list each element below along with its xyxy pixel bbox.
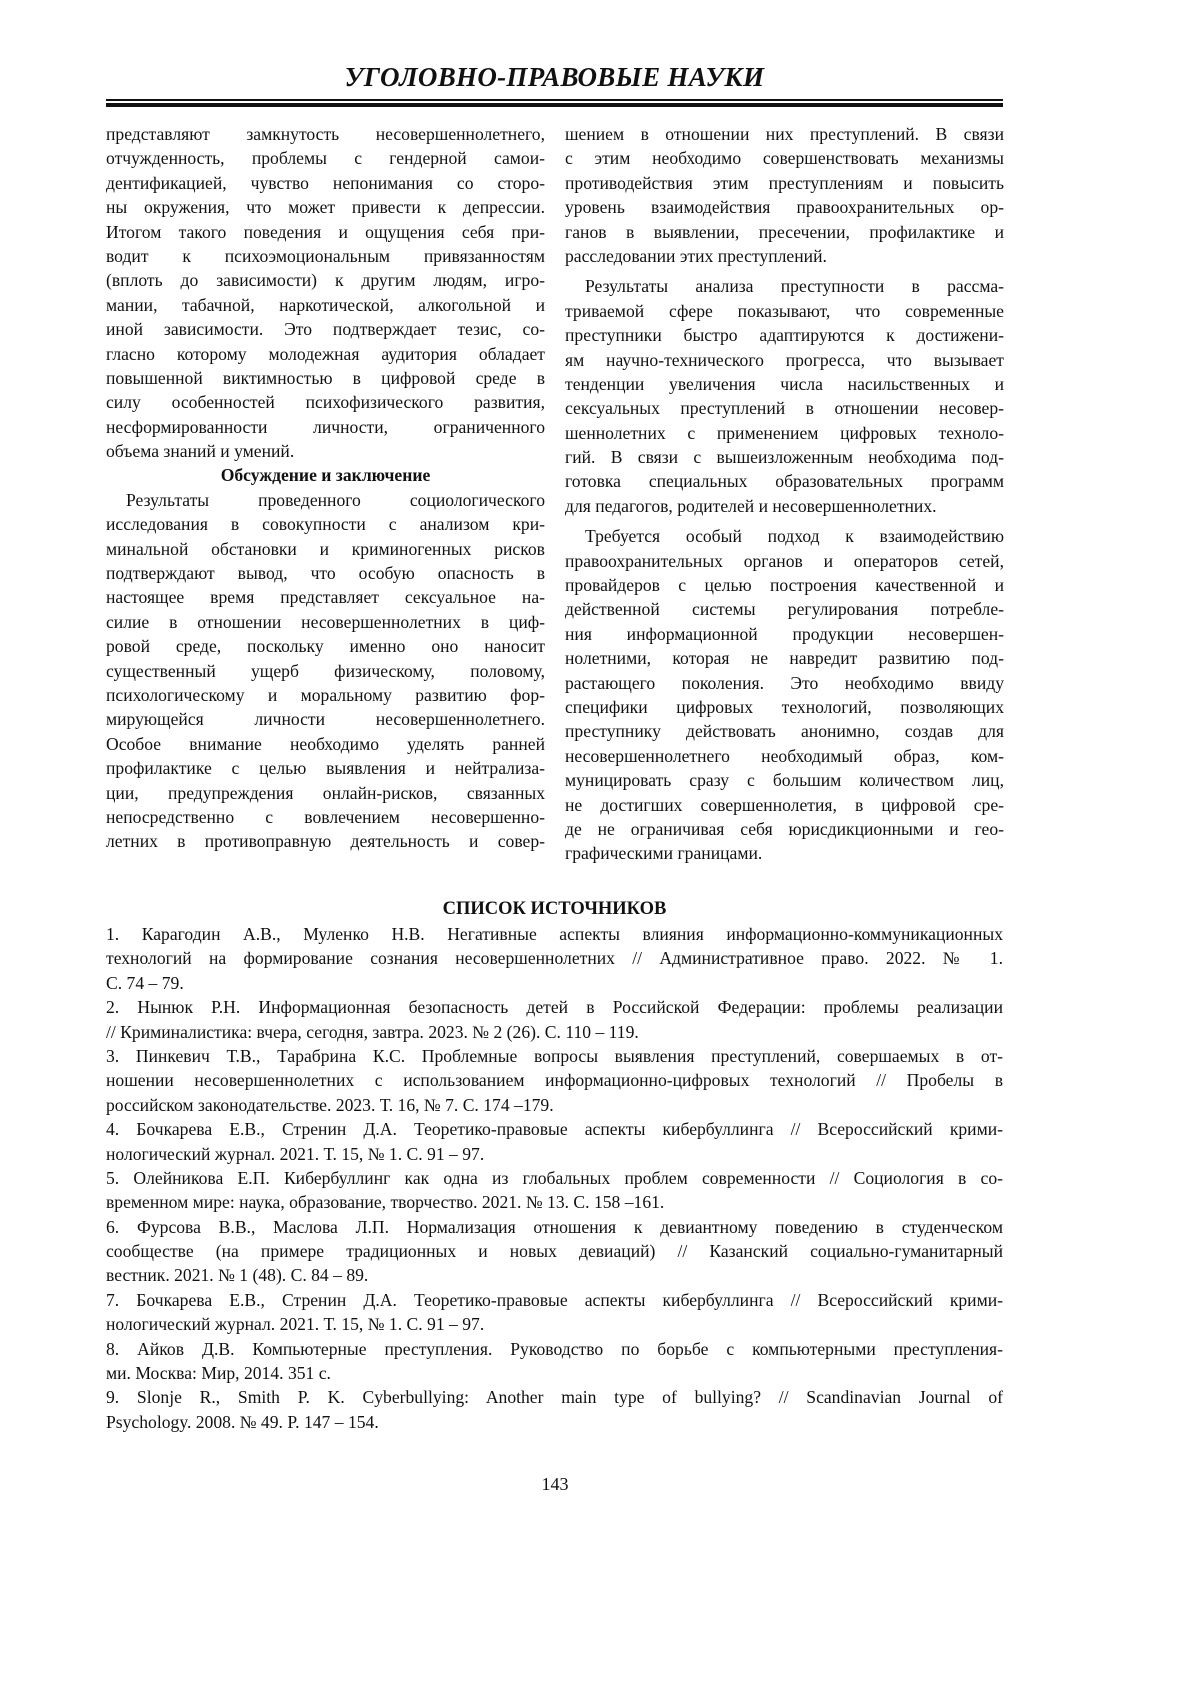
text-line: мании, табачной, наркотической, алкогольной и (106, 294, 545, 315)
text-line: провайдеров с целью построения качественной и (565, 575, 1004, 596)
text-line: ям научно-технического прогресса, что вызывает (565, 349, 1004, 370)
text-line: для педагогов, родителей и несовершеннолетних. (565, 495, 937, 516)
text-line: расследовании этих преступлений. (565, 245, 827, 266)
reference-item (106, 1215, 1003, 1288)
section-heading: Обсуждение и заключение (220, 465, 431, 486)
text-line: не достигших совершеннолетия, в цифровой сре- (565, 794, 1004, 815)
reference-line: 6. Фурсова В.В., Маслова Л.П. Нормализация отношения к девиантному поведению в студенческом (106, 1216, 1003, 1237)
text-line: ния информационной продукции несовершен- (565, 623, 1004, 644)
reference-line: ми. Москва: Мир, 2014. 351 с. (106, 1363, 331, 1384)
paragraph (106, 122, 545, 463)
page-number: 143 (541, 1474, 569, 1494)
reference-line: 2. Нынюк Р.Н. Информационная безопасность детей в Российской Федерации: проблемы реализации (106, 997, 1003, 1018)
reference-line: // Криминалистика: вчера, сегодня, завтра. 2023. № 2 (26). С. 110 – 119. (106, 1021, 639, 1042)
reference-item (106, 1044, 1003, 1117)
reference-line: 5. Олейникова Е.П. Кибербуллинг как одна из глобальных проблем современности // Социология в со- (106, 1167, 1003, 1188)
text-line: исследования в совокупности с анализом кри- (106, 514, 545, 535)
text-line: муницировать сразу с большим количеством лиц, (565, 770, 1004, 791)
text-line: настоящее время представляет сексуальное на- (106, 587, 545, 608)
reference-line: 3. Пинкевич Т.В., Тарабрина К.С. Проблемные вопросы выявления преступлений, совершаемых в от- (106, 1045, 1003, 1066)
text-line: преступники быстро адаптируются к достижени- (565, 325, 1004, 346)
text-line: действенной системы регулирования потребле- (565, 599, 1004, 620)
text-line: тенденции увеличения числа насильственных и (565, 373, 1004, 394)
section-title: УГОЛОВНО-ПРАВОВЫЕ НАУКИ (344, 62, 765, 92)
paragraph (565, 274, 1004, 518)
text-line: уровень взаимодействия правоохранительных ор- (565, 197, 1004, 218)
reference-item (106, 922, 1003, 995)
text-line: Результаты анализа преступности в рассма- (585, 276, 1004, 297)
header-rule-thin (106, 99, 1003, 101)
reference-line: ношении несовершеннолетних с использованием информационно-цифровых технологий // Пробелы в (106, 1070, 1003, 1091)
references-section (106, 897, 1003, 1434)
text-line: повышенной виктимностью в цифровой среде в (106, 367, 545, 388)
text-line: профилактике с целью выявления и нейтрализа- (106, 758, 545, 779)
reference-line: вестник. 2021. № 1 (48). С. 84 – 89. (106, 1265, 369, 1286)
text-line: летних в противоправную деятельность и совер- (106, 831, 545, 852)
text-line: представляют замкнутость несовершеннолетнего, (106, 124, 545, 144)
text-line: существенный ущерб физическому, половому, (106, 660, 545, 681)
reference-line: 9. Slonje R., Smith P. K. Cyberbullying: Another main type of bullying? // Scandinavian Journal of (106, 1387, 1003, 1408)
text-line: несовершеннолетнего необходимый образ, ком- (565, 745, 1004, 766)
text-line: отчужденность, проблемы с гендерной самои- (106, 148, 545, 169)
reference-item (106, 995, 1003, 1044)
text-line: Особое внимание необходимо уделять ранней (106, 733, 545, 754)
text-line: мирующейся личности несовершеннолетнего. (106, 709, 545, 730)
text-line: готовка специальных образовательных программ (565, 471, 1004, 492)
text-line: психологическому и моральному развитию фор- (106, 684, 545, 705)
reference-line: технологий на формирование сознания несовершеннолетних // Административное право. 2022. № 1. (106, 948, 1003, 969)
text-line: сексуальных преступлений в отношении несовер- (565, 398, 1004, 419)
reference-line: временном мире: наука, образование, творчество. 2021. № 13. С. 158 –161. (106, 1192, 665, 1213)
reference-item (106, 1117, 1003, 1166)
reference-line: 8. Айков Д.В. Компьютерные преступления. Руководство по борьбе с компьютерными преступления- (106, 1338, 1003, 1359)
text-line: подтверждают вывод, что особую опасность в (106, 563, 545, 584)
paragraph (106, 488, 545, 854)
text-line: графическими границами. (565, 843, 763, 864)
right-column (565, 122, 1004, 866)
text-line: дентификацией, чувство непонимания со сторо- (106, 172, 545, 193)
reference-line: 7. Бочкарева Е.В., Стренин Д.А. Теоретико-правовые аспекты кибербуллинга // Всероссийский крими- (106, 1289, 1003, 1310)
text-line: (вплоть до зависимости) к другим людям, игро- (106, 270, 545, 291)
paragraph (565, 524, 1004, 865)
text-line: Итогом такого поведения и ощущения себя при- (106, 221, 545, 242)
text-line: ции, предупреждения онлайн-рисков, связанных (106, 782, 545, 803)
text-line: нолетними, которая не навредит развитию под- (565, 648, 1004, 669)
reference-line: С. 74 – 79. (106, 972, 184, 993)
text-line: противодействия этим преступлениям и повысить (565, 172, 1004, 193)
text-line: растающего поколения. Это необходимо ввиду (565, 672, 1004, 693)
text-line: Результаты проведенного социологического (126, 489, 545, 510)
text-line: гласно которому молодежная аудитория обладает (106, 343, 545, 364)
text-line: силие в отношении несовершеннолетних в циф- (106, 611, 545, 632)
text-line: ровой среде, поскольку именно оно наносит (106, 636, 545, 657)
reference-line: российском законодательстве. 2023. Т. 16, № 7. С. 174 –179. (106, 1094, 554, 1115)
text-line: правоохранительных органов и операторов сетей, (565, 550, 1004, 571)
text-line: триваемой сфере показывают, что современные (565, 300, 1004, 321)
text-line: преступнику действовать анонимно, создав для (565, 721, 1004, 742)
reference-line: 4. Бочкарева Е.В., Стренин Д.А. Теоретико-правовые аспекты кибербуллинга // Всероссийский крими- (106, 1119, 1003, 1140)
text-line: с этим необходимо совершенствовать механизмы (565, 148, 1004, 169)
text-line: иной зависимости. Это подтверждает тезис, со- (106, 319, 545, 340)
reference-line: нологический журнал. 2021. Т. 15, № 1. С. 91 – 97. (106, 1143, 485, 1164)
reference-item (106, 1288, 1003, 1337)
header-rule-thick (106, 103, 1003, 107)
text-line: силу особенностей психофизического развития, (106, 392, 545, 413)
text-line: непосредственно с вовлечением несовершенно- (106, 806, 545, 827)
text-line: Требуется особый подход к взаимодействию (585, 526, 1004, 547)
text-line: водит к психоэмоциональным привязанностям (106, 245, 545, 266)
reference-item (106, 1385, 1003, 1434)
text-line: гий. В связи с вышеизложенным необходима под- (565, 447, 1004, 468)
text-line: шением в отношении них преступлений. В связи (565, 124, 1004, 144)
paragraph (565, 122, 1004, 268)
reference-line: сообществе (на примере традиционных и новых девиаций) // Казанский социально-гуманитарный (106, 1241, 1003, 1262)
text-line: минальной обстановки и криминогенных рисков (106, 538, 545, 559)
text-line: ганов в выявлении, пресечении, профилактике и (565, 221, 1004, 242)
text-line: де не ограничивая себя юрисдикционными и гео- (565, 818, 1004, 839)
reference-item (106, 1337, 1003, 1386)
reference-line: Psychology. 2008. № 49. P. 147 – 154. (106, 1411, 379, 1432)
reference-item (106, 1166, 1003, 1215)
reference-line: 1. Карагодин А.В., Муленко Н.В. Негативные аспекты влияния информационно-коммуникационных (106, 924, 1003, 944)
left-column (106, 122, 545, 854)
reference-line: нологический журнал. 2021. Т. 15, № 1. С. 91 – 97. (106, 1314, 485, 1335)
text-line: ны окружения, что может привести к депрессии. (106, 197, 545, 218)
references-title: СПИСОК ИСТОЧНИКОВ (442, 899, 667, 919)
text-line: шеннолетних с применением цифровых техноло- (565, 422, 1004, 443)
text-line: специфики цифровых технологий, позволяющих (565, 696, 1004, 717)
text-line: несформированности личности, ограниченного (106, 416, 545, 437)
text-line: объема знаний и умений. (106, 441, 295, 462)
